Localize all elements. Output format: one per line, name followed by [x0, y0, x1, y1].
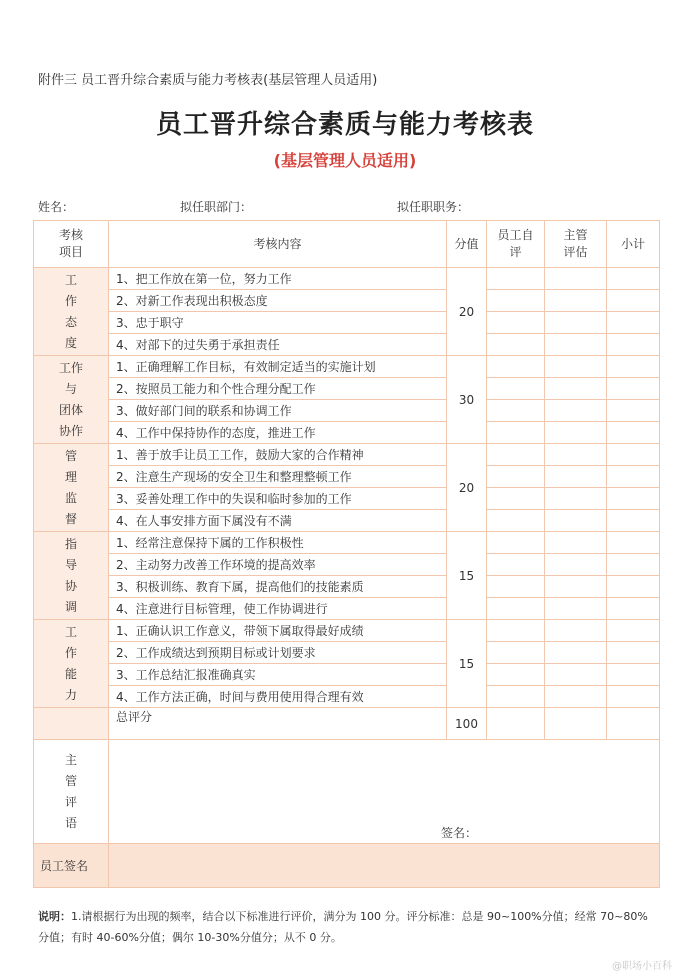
item-row — [34, 488, 660, 510]
header-content: 考核内容 — [109, 221, 447, 268]
supervisor-eval-input[interactable] — [545, 576, 607, 598]
self-eval-input[interactable] — [487, 686, 545, 708]
self-eval-input[interactable] — [487, 576, 545, 598]
criterion-text: 3、积极训练、教育下属，提高他们的技能素质 — [109, 576, 447, 598]
item-row — [34, 422, 660, 444]
note-text: 1.请根据行为出现的频率，结合以下标准进行评价，满分为 100 分。评分标准：总是 90~100%分值；经常 70~80%分值；有时 40-60%分值；偶尔 10-30%分值分；从不 0 分。 — [38, 910, 648, 944]
self-eval-input[interactable] — [487, 268, 545, 290]
signature-label: 签名： — [441, 826, 478, 840]
subtotal-input[interactable] — [607, 290, 660, 312]
total-supervisor-input[interactable] — [545, 708, 607, 740]
subtotal-input[interactable] — [607, 356, 660, 378]
item-row — [34, 378, 660, 400]
evaluation-table — [33, 220, 660, 888]
subtotal-input[interactable] — [607, 554, 660, 576]
item-row — [34, 532, 660, 554]
score-value: 15 — [447, 532, 487, 620]
item-row — [34, 400, 660, 422]
self-eval-input[interactable] — [487, 312, 545, 334]
category-cell: 指 导 协 调 — [34, 532, 109, 620]
total-category-cell — [34, 708, 109, 740]
form-title: 员工晋升综合素质与能力考核表 — [155, 110, 534, 140]
subtotal-input[interactable] — [607, 576, 660, 598]
supervisor-eval-input[interactable] — [545, 598, 607, 620]
annex-caption: 附件三 员工晋升综合素质与能力考核表(基层管理人员适用) — [38, 73, 378, 88]
total-self-input[interactable] — [487, 708, 545, 740]
item-row — [34, 620, 660, 642]
self-eval-input[interactable] — [487, 422, 545, 444]
criterion-text: 1、正确认识工作意义，带领下属取得最好成绩 — [109, 620, 447, 642]
criterion-text: 4、工作中保持协作的态度，推进工作 — [109, 422, 447, 444]
criterion-text: 2、工作成绩达到预期目标或计划要求 — [109, 642, 447, 664]
header-subtotal: 小计 — [607, 221, 660, 268]
criterion-text: 4、对部下的过失勇于承担责任 — [109, 334, 447, 356]
self-eval-input[interactable] — [487, 642, 545, 664]
self-eval-input[interactable] — [487, 510, 545, 532]
name-field-label: 姓名： — [38, 200, 75, 214]
criterion-text: 3、工作总结汇报准确真实 — [109, 664, 447, 686]
supervisor-eval-input[interactable] — [545, 400, 607, 422]
note — [38, 906, 658, 948]
subtotal-input[interactable] — [607, 510, 660, 532]
subtotal-input[interactable] — [607, 400, 660, 422]
total-score: 100 — [447, 708, 487, 740]
supervisor-eval-input[interactable] — [545, 444, 607, 466]
supervisor-eval-input[interactable] — [545, 312, 607, 334]
supervisor-eval-input[interactable] — [545, 290, 607, 312]
item-row — [34, 268, 660, 290]
criterion-text: 4、在人事安排方面下属没有不满 — [109, 510, 447, 532]
item-row — [34, 444, 660, 466]
header-row — [34, 221, 660, 268]
subtotal-input[interactable] — [607, 466, 660, 488]
item-row — [34, 642, 660, 664]
item-row — [34, 554, 660, 576]
criterion-text: 1、把工作放在第一位，努力工作 — [109, 268, 447, 290]
criterion-text: 1、正确理解工作目标，有效制定适当的实施计划 — [109, 356, 447, 378]
self-eval-input[interactable] — [487, 290, 545, 312]
subtotal-input[interactable] — [607, 598, 660, 620]
category-cell: 工 作 态 度 — [34, 268, 109, 356]
subtotal-input[interactable] — [607, 268, 660, 290]
criterion-text: 2、主动努力改善工作环境的提高效率 — [109, 554, 447, 576]
total-label: 总评分 — [109, 708, 447, 740]
form-subtitle: (基层管理人员适用) — [273, 151, 417, 170]
position-field-label: 拟任职职务： — [397, 200, 470, 214]
item-row — [34, 576, 660, 598]
subtotal-input[interactable] — [607, 312, 660, 334]
item-row — [34, 466, 660, 488]
supervisor-eval-input[interactable] — [545, 466, 607, 488]
subtotal-input[interactable] — [607, 620, 660, 642]
employee-signature-row — [34, 844, 660, 888]
self-eval-input[interactable] — [487, 444, 545, 466]
subtotal-input[interactable] — [607, 378, 660, 400]
self-eval-input[interactable] — [487, 334, 545, 356]
self-eval-input[interactable] — [487, 378, 545, 400]
supervisor-eval-input[interactable] — [545, 532, 607, 554]
supervisor-eval-input[interactable] — [545, 554, 607, 576]
subtotal-input[interactable] — [607, 642, 660, 664]
self-eval-input[interactable] — [487, 620, 545, 642]
category-cell: 管 理 监 督 — [34, 444, 109, 532]
criterion-text: 1、经常注意保持下属的工作积极性 — [109, 532, 447, 554]
criterion-text: 2、按照员工能力和个性合理分配工作 — [109, 378, 447, 400]
score-value: 20 — [447, 444, 487, 532]
watermark: @职场小百科 — [612, 961, 672, 972]
category-cell: 工 作 能 力 — [34, 620, 109, 708]
supervisor-eval-input[interactable] — [545, 686, 607, 708]
subtotal-input[interactable] — [607, 664, 660, 686]
item-row — [34, 510, 660, 532]
total-row — [34, 708, 660, 740]
category-cell: 工作 与 团体 协作 — [34, 356, 109, 444]
employee-signature-field[interactable] — [109, 844, 660, 888]
criterion-text: 1、善于放手让员工工作，鼓励大家的合作精神 — [109, 444, 447, 466]
criterion-text: 3、忠于职守 — [109, 312, 447, 334]
supervisor-eval-input[interactable] — [545, 488, 607, 510]
criterion-text: 3、做好部门间的联系和协调工作 — [109, 400, 447, 422]
self-eval-input[interactable] — [487, 466, 545, 488]
header-supervisor-eval: 主管 评估 — [545, 221, 607, 268]
supervisor-eval-input[interactable] — [545, 378, 607, 400]
criterion-text: 2、对新工作表现出积极态度 — [109, 290, 447, 312]
subtotal-input[interactable] — [607, 422, 660, 444]
subtotal-input[interactable] — [607, 532, 660, 554]
header-score: 分值 — [447, 221, 487, 268]
supervisor-eval-input[interactable] — [545, 422, 607, 444]
criterion-text: 3、妥善处理工作中的失误和临时参加的工作 — [109, 488, 447, 510]
header-category: 考核 项目 — [34, 221, 109, 268]
self-eval-input[interactable] — [487, 532, 545, 554]
self-eval-input[interactable] — [487, 356, 545, 378]
comment-row — [34, 740, 660, 844]
supervisor-eval-input[interactable] — [545, 510, 607, 532]
subtotal-input[interactable] — [607, 334, 660, 356]
criterion-text: 4、工作方法正确，时间与费用使用得合理有效 — [109, 686, 447, 708]
score-value: 30 — [447, 356, 487, 444]
note-label: 说明： — [38, 910, 71, 923]
supervisor-eval-input[interactable] — [545, 620, 607, 642]
item-row — [34, 356, 660, 378]
item-row — [34, 686, 660, 708]
score-value: 20 — [447, 268, 487, 356]
comment-category-cell: 主 管 评 语 — [34, 740, 109, 844]
self-eval-input[interactable] — [487, 554, 545, 576]
criterion-text: 4、注意进行目标管理，使工作协调进行 — [109, 598, 447, 620]
supervisor-eval-input[interactable] — [545, 356, 607, 378]
self-eval-input[interactable] — [487, 400, 545, 422]
item-row — [34, 598, 660, 620]
supervisor-eval-input[interactable] — [545, 664, 607, 686]
self-eval-input[interactable] — [487, 598, 545, 620]
subtotal-input[interactable] — [607, 488, 660, 510]
subtotal-input[interactable] — [607, 444, 660, 466]
item-row — [34, 290, 660, 312]
supervisor-eval-input[interactable] — [545, 334, 607, 356]
header-self-eval: 员工自 评 — [487, 221, 545, 268]
self-eval-input[interactable] — [487, 664, 545, 686]
criterion-text: 2、注意生产现场的安全卫生和整理整顿工作 — [109, 466, 447, 488]
supervisor-eval-input[interactable] — [545, 642, 607, 664]
total-subtotal-input[interactable] — [607, 708, 660, 740]
dept-field-label: 拟任职部门： — [180, 200, 253, 214]
self-eval-input[interactable] — [487, 488, 545, 510]
employee-signature-label: 员工签名 — [34, 844, 109, 888]
supervisor-comment-area[interactable] — [109, 740, 660, 844]
item-row — [34, 664, 660, 686]
score-value: 15 — [447, 620, 487, 708]
item-row — [34, 312, 660, 334]
subtotal-input[interactable] — [607, 686, 660, 708]
supervisor-eval-input[interactable] — [545, 268, 607, 290]
item-row — [34, 334, 660, 356]
